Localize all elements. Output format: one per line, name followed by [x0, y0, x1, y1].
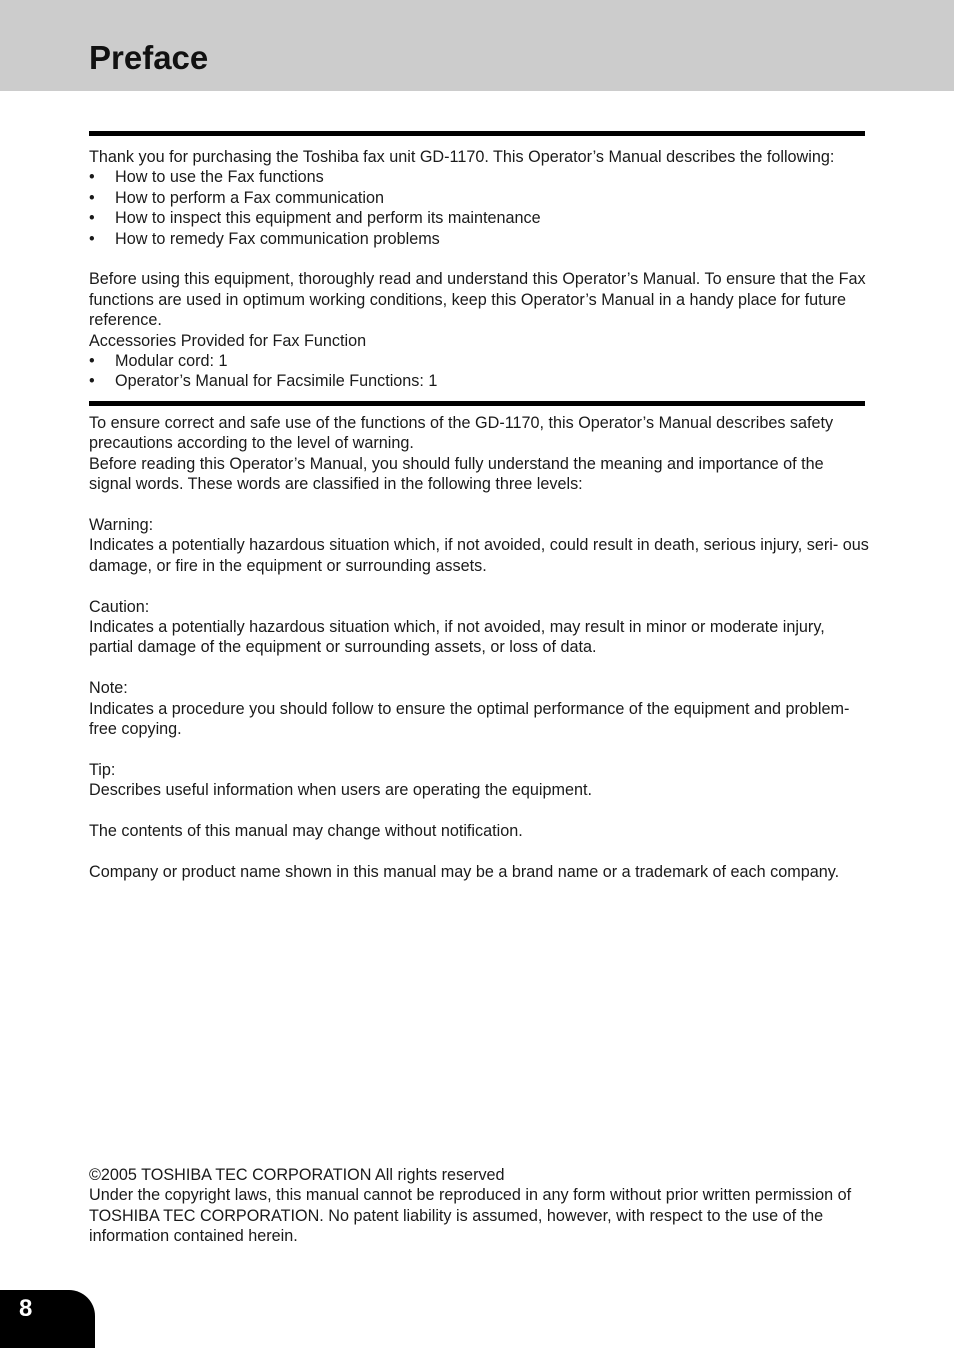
change-notice: The contents of this manual may change without notification. [89, 822, 523, 841]
warning-text: Indicates a potentially hazardous situation which, if not avoided, could result in death, serious injury, seri- ous damage, or fire in the equipment or surrounding assets. [89, 536, 869, 575]
list-item-text: How to remedy Fax communication problems [115, 229, 440, 248]
section-divider-safety [89, 401, 865, 406]
bullet-icon: • [89, 229, 95, 248]
list-item [89, 351, 869, 371]
page-title: Preface [89, 39, 209, 76]
safety-para-1: To ensure correct and safe use of the functions of the GD-1170, this Operator’s Manual describes safety precautions according to the level of warning. [89, 414, 834, 453]
list-item-text: How to inspect this equipment and perform its maintenance [115, 209, 541, 228]
bullet-icon: • [89, 372, 95, 391]
bullet-icon: • [89, 188, 95, 207]
list-item [89, 371, 869, 391]
warning-label: Warning: [89, 516, 154, 535]
list-item-text: Modular cord: 1 [115, 352, 228, 371]
intro-lead: Thank you for purchasing the Toshiba fax unit GD-1170. This Operator’s Manual describes the following: [89, 148, 835, 166]
list-item [89, 188, 869, 208]
copyright-line: ©2005 TOSHIBA TEC CORPORATION All rights reserved [89, 1166, 505, 1184]
tip-label: Tip: [89, 760, 116, 779]
note-text: Indicates a procedure you should follow to ensure the optimal performance of the equipment and problem- free copying. [89, 699, 850, 739]
safety-para-2: Before reading this Operator’s Manual, you should fully understand the meaning and importance of the signal words. These words are classified in the following three levels: [89, 454, 824, 494]
list-item [89, 167, 869, 187]
list-item [89, 229, 869, 249]
list-item [89, 208, 869, 228]
list-item-text: Operator’s Manual for Facsimile Functions: 1 [115, 372, 438, 391]
tip-text: Describes useful information when users are operating the equipment. [89, 781, 592, 800]
list-item-text: How to use the Fax functions [115, 168, 324, 187]
intro-advice: Before using this equipment, thoroughly read and understand this Operator’s Manual. To ensure that the Fax functions are used in optimum working conditions, keep this Operator’s Manual in a handy place for future reference. [89, 270, 866, 330]
safety-section [89, 413, 869, 882]
accessories-title: Accessories Provided for Fax Function [89, 331, 367, 350]
page-number-tab [0, 1290, 95, 1348]
intro-section [89, 147, 869, 392]
trademark-notice: Company or product name shown in this manual may be a brand name or a trademark of each company. [89, 862, 840, 881]
list-item-text: How to perform a Fax communication [115, 188, 384, 207]
note-label: Note: [89, 679, 128, 698]
caution-label: Caution: [89, 597, 150, 616]
bullet-icon: • [89, 352, 95, 371]
copyright-section [89, 1165, 869, 1247]
bullet-icon: • [89, 168, 95, 187]
bullet-icon: • [89, 209, 95, 228]
caution-text: Indicates a potentially hazardous situation which, if not avoided, may result in minor or moderate injury, partial damage of the equipment or surrounding assets, or loss of data. [89, 618, 825, 657]
page-number: 8 [19, 1295, 33, 1322]
section-divider-top [89, 131, 865, 136]
copyright-text: Under the copyright laws, this manual cannot be reproduced in any form without prior written permission of TOSHIBA TEC CORPORATION. No patent liability is assumed, however, with respect to the use of the information contained herein. [89, 1186, 852, 1246]
